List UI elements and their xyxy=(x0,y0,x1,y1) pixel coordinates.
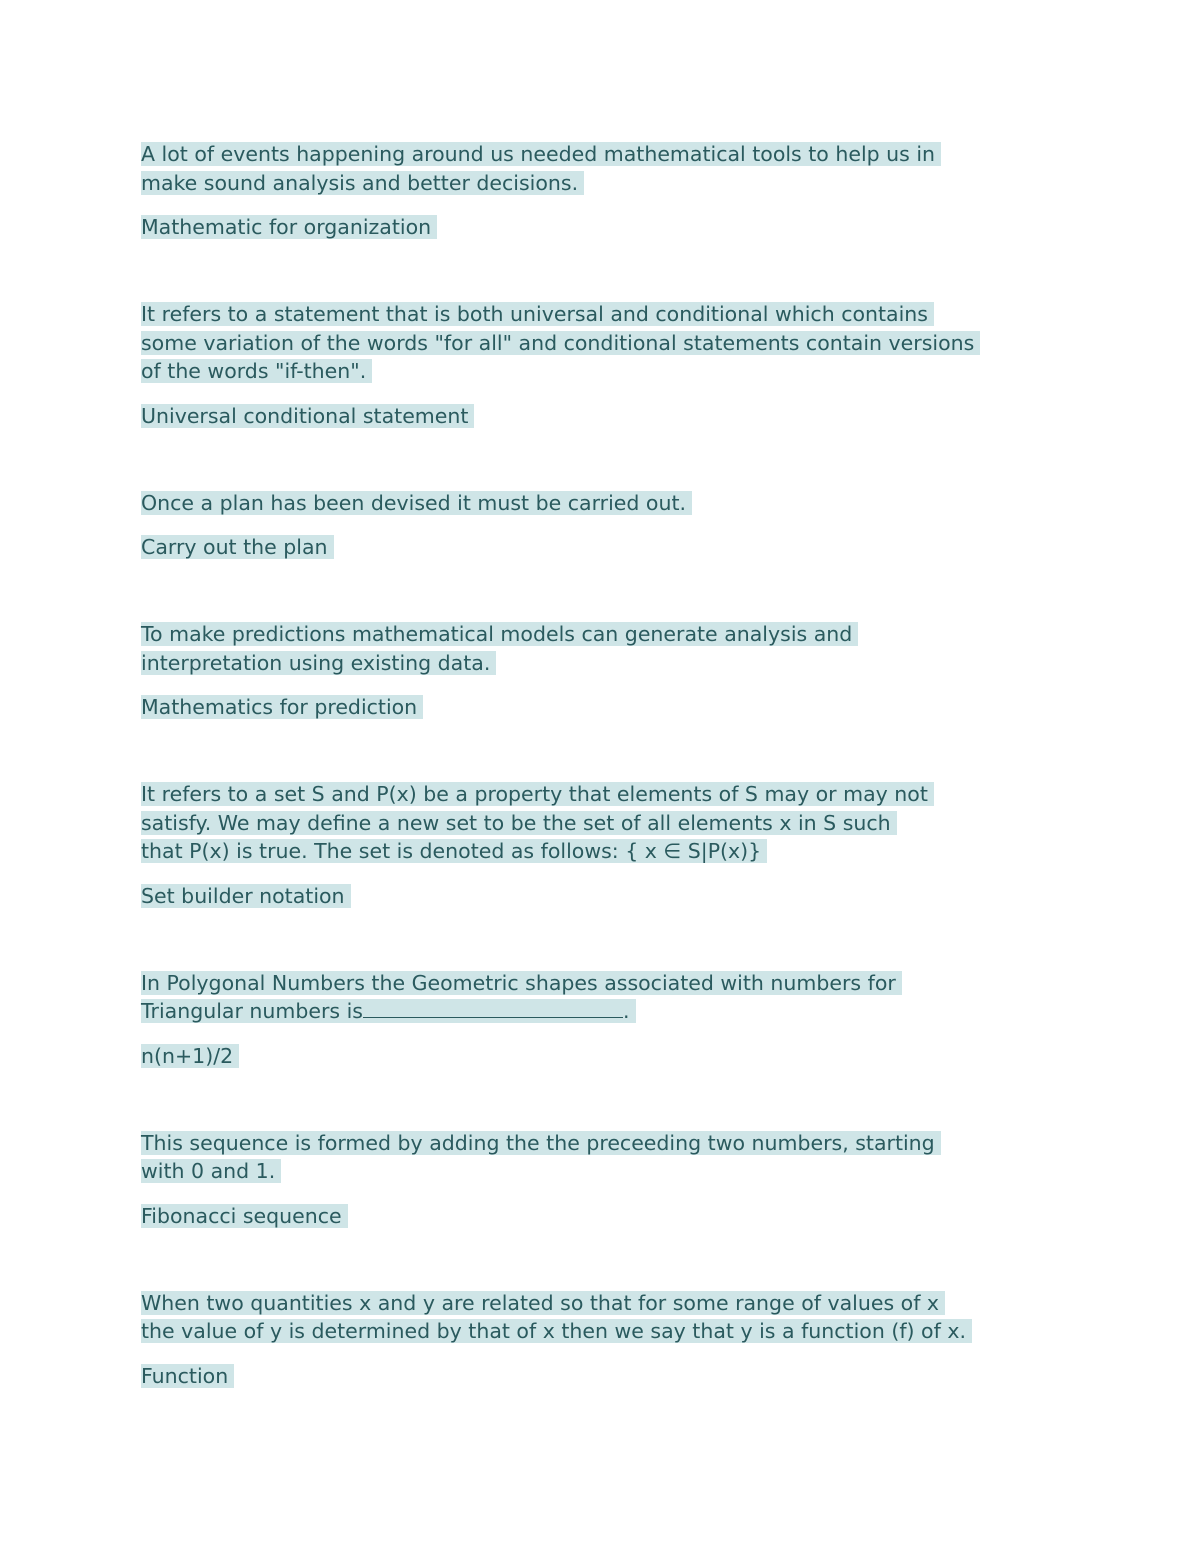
question-line: satisfy. We may define a new set to be the set of all elements x in S such xyxy=(141,811,897,835)
question-line: of the words "if-then". xyxy=(141,359,372,383)
answer-line: Universal conditional statement xyxy=(141,404,474,428)
question-text xyxy=(141,780,1071,866)
question-line: When two quantities x and y are related so that for some range of values of x xyxy=(141,1291,945,1315)
qa-item xyxy=(141,300,1071,431)
question-line: interpretation using existing data. xyxy=(141,651,496,675)
answer-text xyxy=(141,692,1071,722)
question-line: make sound analysis and better decisions. xyxy=(141,171,584,195)
question-line: the value of y is determined by that of x then we say that y is a function (f) of x. xyxy=(141,1319,972,1343)
answer-line: Carry out the plan xyxy=(141,535,334,559)
question-text xyxy=(141,1129,1071,1186)
qa-item xyxy=(141,620,1071,722)
answer-text xyxy=(141,1201,1071,1231)
question-line: It refers to a set S and P(x) be a property that elements of S may or may not xyxy=(141,782,934,806)
answer-text xyxy=(141,212,1071,242)
answer-text xyxy=(141,401,1071,431)
question-line: with 0 and 1. xyxy=(141,1159,281,1183)
answer-line: Fibonacci sequence xyxy=(141,1204,348,1228)
question-line: This sequence is formed by adding the the preceeding two numbers, starting xyxy=(141,1131,941,1155)
fill-in-blank xyxy=(363,999,623,1018)
answer-text xyxy=(141,881,1071,911)
answer-line: Mathematic for organization xyxy=(141,215,437,239)
qa-item xyxy=(141,140,1071,242)
qa-item xyxy=(141,1129,1071,1231)
answer-line: Mathematics for prediction xyxy=(141,695,423,719)
question-line: In Polygonal Numbers the Geometric shapes associated with numbers for xyxy=(141,971,902,995)
qa-item xyxy=(141,1289,1071,1391)
question-text xyxy=(141,489,1071,518)
question-line: that P(x) is true. The set is denoted as follows: { x ∈ S|P(x)} xyxy=(141,839,767,863)
question-text xyxy=(141,969,1071,1026)
question-line: To make predictions mathematical models can generate analysis and xyxy=(141,622,858,646)
answer-text xyxy=(141,1361,1071,1391)
answer-line: Function xyxy=(141,1364,234,1388)
question-line-with-blank: Triangular numbers is . xyxy=(141,999,636,1023)
question-text xyxy=(141,1289,1071,1346)
qa-item xyxy=(141,489,1071,563)
question-line: A lot of events happening around us needed mathematical tools to help us in xyxy=(141,142,941,166)
question-text xyxy=(141,300,1071,386)
question-line: some variation of the words "for all" and conditional statements contain versions xyxy=(141,331,980,355)
question-text xyxy=(141,140,1071,197)
answer-line: Set builder notation xyxy=(141,884,351,908)
question-line: It refers to a statement that is both universal and conditional which contains xyxy=(141,302,934,326)
document-page xyxy=(141,140,1071,1449)
answer-text xyxy=(141,532,1071,562)
question-line: Once a plan has been devised it must be carried out. xyxy=(141,491,692,515)
answer-line: n(n+1)/2 xyxy=(141,1044,239,1068)
qa-item xyxy=(141,969,1071,1071)
qa-item xyxy=(141,780,1071,911)
answer-text xyxy=(141,1041,1071,1071)
question-text xyxy=(141,620,1071,677)
